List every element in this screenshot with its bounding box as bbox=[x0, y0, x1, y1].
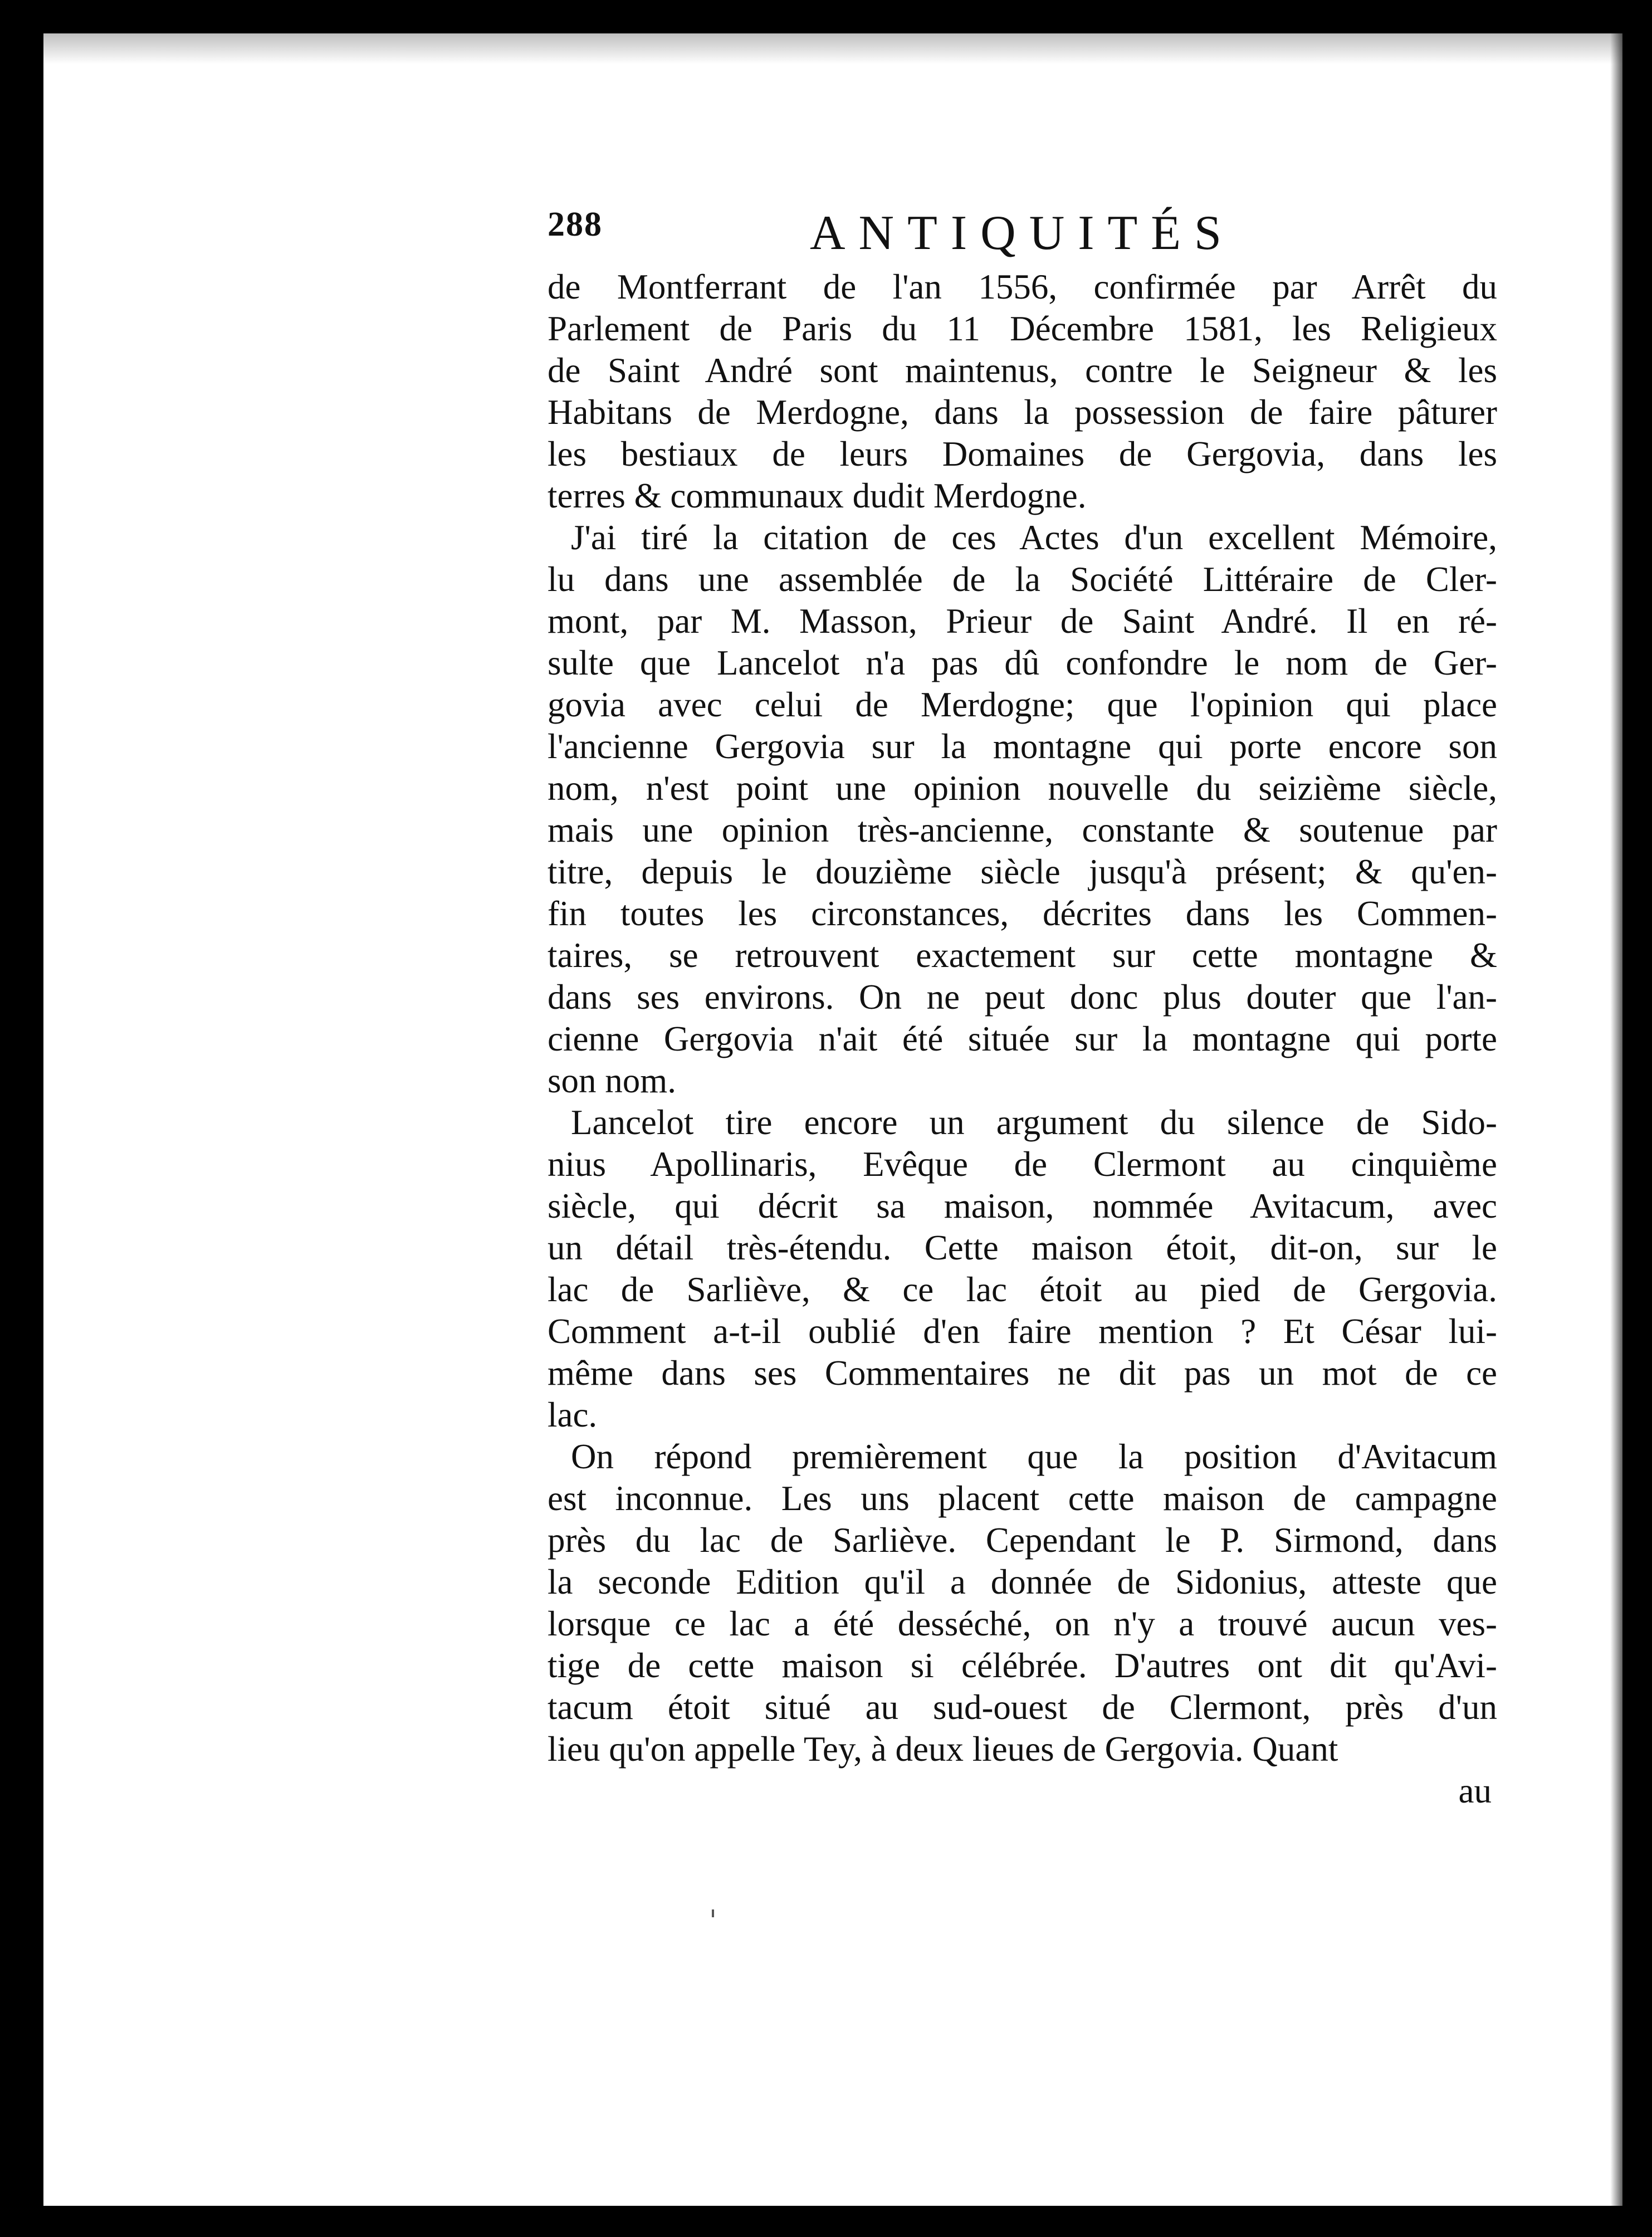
book-page bbox=[43, 33, 1622, 2206]
text-line: tacum étoit situé au sud-ouest de Clermont, près d'un bbox=[548, 1688, 1497, 1727]
paragraph bbox=[548, 266, 1497, 517]
text-line: Lancelot tire encore un argument du silence de Sido- bbox=[571, 1103, 1497, 1142]
text-line: lac. bbox=[548, 1395, 598, 1434]
text-line: sulte que Lancelot n'a pas dû confondre le nom de Ger- bbox=[548, 643, 1497, 682]
gutter-shadow bbox=[1610, 33, 1622, 2206]
text-line: fin toutes les circonstances, décrites dans les Commen- bbox=[548, 894, 1497, 933]
paragraph bbox=[548, 517, 1497, 1102]
page-number: 288 bbox=[548, 206, 603, 243]
text-line: nius Apollinaris, Evêque de Clermont au cinquième bbox=[548, 1145, 1497, 1184]
text-line: cienne Gergovia n'ait été située sur la montagne qui porte bbox=[548, 1019, 1497, 1058]
text-line: mont, par M. Masson, Prieur de Saint André. Il en ré- bbox=[548, 602, 1497, 641]
text-line: Parlement de Paris du 11 Décembre 1581, les Religieux bbox=[548, 309, 1497, 348]
text-line: Habitans de Merdogne, dans la possession de faire pâturer bbox=[548, 393, 1497, 432]
text-line: terres & communaux dudit Merdogne. bbox=[548, 476, 1087, 515]
text-line: lac de Sarliève, & ce lac étoit au pied de Gergovia. bbox=[548, 1270, 1497, 1309]
text-line: J'ai tiré la citation de ces Actes d'un excellent Mémoire, bbox=[571, 518, 1497, 557]
text-line: dans ses environs. On ne peut donc plus douter que l'an- bbox=[548, 978, 1497, 1017]
running-head bbox=[548, 205, 1497, 266]
text-line: nom, n'est point une opinion nouvelle du seizième siècle, bbox=[548, 769, 1497, 808]
body-text bbox=[548, 266, 1497, 1770]
text-line: siècle, qui décrit sa maison, nommée Avitacum, avec bbox=[548, 1186, 1497, 1225]
text-line: titre, depuis le douzième siècle jusqu'à présent; & qu'en- bbox=[548, 852, 1497, 891]
paper-speck bbox=[712, 1909, 714, 1917]
text-line: près du lac de Sarliève. Cependant le P. Sirmond, dans bbox=[548, 1521, 1497, 1560]
text-line: un détail très-étendu. Cette maison étoit, dit-on, sur le bbox=[548, 1228, 1497, 1267]
text-line: taires, se retrouvent exactement sur cette montagne & bbox=[548, 936, 1497, 975]
catchword: au bbox=[1458, 1771, 1492, 1810]
running-title: ANTIQUITÉS bbox=[809, 206, 1235, 260]
text-line: les bestiaux de leurs Domaines de Gergovia, dans les bbox=[548, 434, 1497, 473]
text-line: lieu qu'on appelle Tey, à deux lieues de Gergovia. Quant bbox=[548, 1730, 1338, 1769]
text-line: la seconde Edition qu'il a donnée de Sidonius, atteste que bbox=[548, 1562, 1497, 1601]
text-line: mais une opinion très-ancienne, constante & soutenue par bbox=[548, 810, 1497, 849]
text-line: son nom. bbox=[548, 1061, 677, 1100]
paragraph bbox=[548, 1436, 1497, 1770]
text-block bbox=[548, 205, 1497, 1812]
text-line: l'ancienne Gergovia sur la montagne qui porte encore son bbox=[548, 727, 1497, 766]
text-line: tige de cette maison si célébrée. D'autres ont dit qu'Avi- bbox=[548, 1646, 1497, 1685]
paragraph bbox=[548, 1102, 1497, 1436]
binding-shadow bbox=[43, 33, 1622, 64]
text-line: govia avec celui de Merdogne; que l'opinion qui place bbox=[548, 685, 1497, 724]
text-line: de Saint André sont maintenus, contre le Seigneur & les bbox=[548, 351, 1497, 390]
text-line: même dans ses Commentaires ne dit pas un mot de ce bbox=[548, 1354, 1497, 1393]
text-line: Comment a-t-il oublié d'en faire mention ? Et César lui- bbox=[548, 1312, 1497, 1351]
text-line: On répond premièrement que la position d'Avitacum bbox=[571, 1437, 1497, 1476]
text-line: de Montferrant de l'an 1556, confirmée par Arrêt du bbox=[548, 267, 1497, 306]
text-line: lorsque ce lac a été desséché, on n'y a trouvé aucun ves- bbox=[548, 1604, 1497, 1643]
text-line: lu dans une assemblée de la Société Littéraire de Cler- bbox=[548, 560, 1497, 599]
text-line: est inconnue. Les uns placent cette maison de campagne bbox=[548, 1479, 1497, 1518]
